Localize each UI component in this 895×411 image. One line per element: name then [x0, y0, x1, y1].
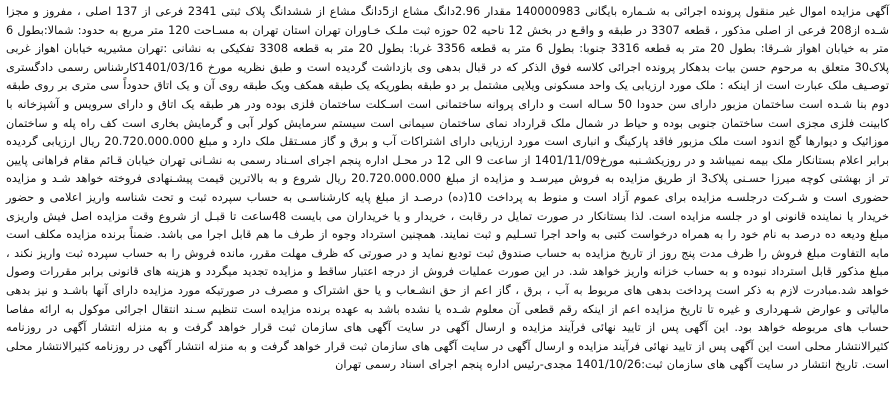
auction-notice-text: آگهی مزایده اموال غیر منقول پرونده اجرائی به شـماره بایگانی 140000983 مقدار 2.96دانگ مشاع از5دانگ مشاع از ششدانگ پلاک ثبتی 2341 فرعی از 137 اصلی ، مفروز و مجزا شـده از208 فرعی از اصلی مذکور ، قطعه 3307 در طبقه و واقـع در بخش 12 ناحیه 02 حوزه ثبت ملـک خـاوران تهران استان تهران به مسـاحت 120 متر مربع به حدود: شمالا:بطول 6 متر به خیابان اهواز شـرقا: بطول 20 متر به قطعه 3316 جنوبا: بطول 6 متر به قطعه 3356 غربا: بطول 20 متر به قطعه 3308 تفکیکی به نشانی :تهران مشیریه خیابان اهواز غربی پلاک30 متعلق به مرحوم حسن بیات بدهکار پرونده اجرائی کلاسه فوق الذکر که در قبال بدهی وی بازداشت گردیده است و طبق نظریه مورخ 1401/03/16کارشناس رسمی دادگستری توصـیف ملک عبارت است از اینکه : ملک مورد ارزیابی یک واحد مسکونی ویلایی مشتمل بر دو طبقه بطوریکه یک طبقه همکف ویک طبقه روی آن و یک اتاق حدوداً سی متری بر روی طبقه دوم بنا شـده است ساختمان مزبور دارای سن حدودا 50 سـاله است و دارای پروانه ساختمانی است اسـکلت ساختمان فلزی بوده ودر هر طبقه یک اتاق و دارای سرویس و آشپزخانه با کابینت فلزی مجزی است ساختمان جنوبی بوده و حیاط در شمال ملک قرارداد نمای ساختمان سیمانی است سیستم سرمایش کولر آبی و گرمایش بخاری است کف راه پله و ساختمان موزائیک و دیوارها گچ اندود است ملک مزبور فاقد پارکینگ و انباری است مورد ارزیابی دارای اشتراکات آب و برق و گاز مسـتقل ملک دارد و مبلغ 20.720.000.000 ریال ارزیابی گردیده برابر اعلام بستانکار ملک بیمه نمیباشد و در روزیکشـنبه مورخ1401/11/09 از ساعت 9 الی 12 در محـل اداره پنجم اجرای اسـناد رسمی به نشـانی تهران خیابان قـائم مقام فراهانی پایین تر از بهشتی کوچه میرزا حسـنی پلاک3 از طریق مزایده به فروش میرسـد و مزایده از مبلغ 20.720.000.000 ریال شروع و به بالاترین قیمت پیشـنهادی فروخته خواهد شـد و مزایده حضوری است و شـرکت درجلسـه مزایده برای عموم آزاد است و منوط به پرداخت 10(ده) درصـد از مبلغ پایه کارشناسـی به حساب سپرده ثبت و تحت شناسه واریز اعلامی و حضور خریدار یا نماینده قانونی او در جلسه مزایده است. لذا بستانکار در صورت تمایل در رقابت ، خریدار و یا خریداران می بایست 48ساعت تا قبـل از شروع وقت مزایده اصل فیش واریزی مبلغ ودیعه ده درصد به نام خود را به همراه درخواست کتبی به واحد اجرا تسـلیم و ثبت نمایند. همچنین استرداد وجوه از طرف ما هم قابل اجرا می باشد. ضمناً برنده مزایده مکلف است مابه التفاوت مبلغ فروش را ظرف مدت پنج روز از تاریخ مزایده به حساب صندوق ثبت تودیع نماید و در صورتی که ظرف مهلت مقرر، مانده فروش را به حساب سپرده ثبت واریز نکند ، مبلغ مذکور قابل استرداد نبوده و به حساب خزانه واریز خواهد شد. در این صورت عملیات فروش از درجه اعتبار ساقط و مزایده تجدید میگردد و هزینه های قانونی برابر مقررات وصول خواهد شد.مبادرت لازم به ذکر است پرداخت بدهی های مربوط به آب ، برق ، گاز اعم از حق انشـعاب و یا حق اشتراک و مصرف در صورتیکه مورد مزایده دارای آنها باشـد و نیز بدهی مالیاتی و عوارض شـهرداری و غیره تا تاریخ مزایده اعم از اینکه رقم قطعی آن معلوم شـده یا نشده باشد به عهده برنده مزایده است تنظیم سـند انتقال اجرائی موکول به ارائه مفاصا حساب های مربوطه خواهد بود. این آگهی پس از تایید نهائی فرآیند مزایده و ارسال آگهی در سایت آگهی های سازمان ثبت قرار خواهد گرفت و به منزله انتشار آگهی در روزنامه کثیرالانتشار محلی است این آگهی پس از تایید نهائی فرآیند مزایده و ارسال آگهی در سایت آگهی های سازمان ثبت قرار خواهد گرفت و به منزله انتشار آگهی در روزنامه کثیرالانتشار محلی است. تاریخ انتشار در سایت آگهی های سازمان ثبت:1401/10/26 مجدی-رئیس اداره پنجم اجرای اسناد رسمی تهران	[6, 5, 890, 372]
